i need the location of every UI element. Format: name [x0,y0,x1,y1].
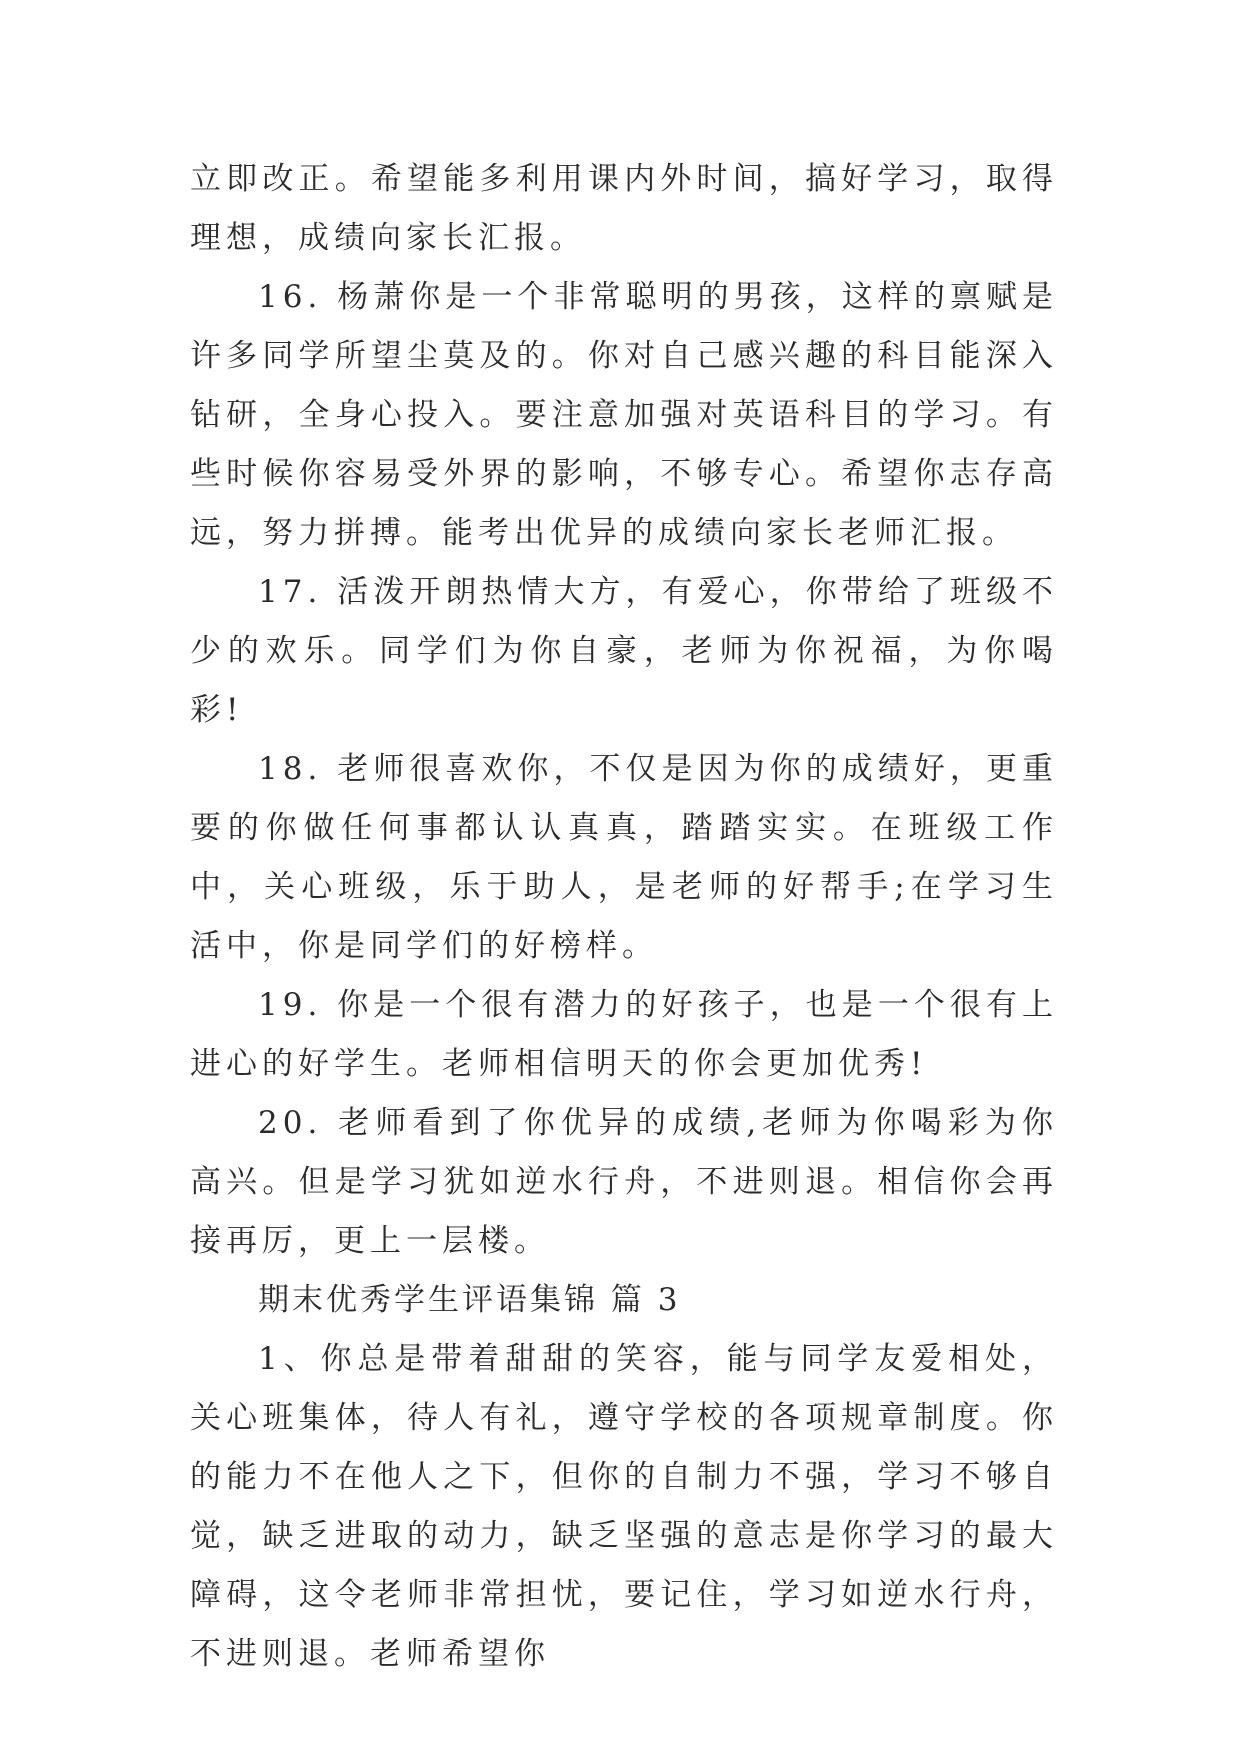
paragraph-item-16: 16. 杨萧你是一个非常聪明的男孩，这样的禀赋是许多同学所望尘莫及的。你对自己感兴趣的科目能深入钻研，全身心投入。要注意加强对英语科目的学习。有些时候你容易受外界的影响，不够专心。希望你志存高远，努力拼搏。能考出优异的成绩向家长老师汇报。 [190,279,1058,551]
paragraph-item-19: 19. 你是一个很有潜力的好孩子，也是一个很有上进心的好学生。老师相信明天的你会更加优秀! [190,987,1058,1082]
paragraph-continuation: 立即改正。希望能多利用课内外时间，搞好学习，取得理想，成绩向家长汇报。 [190,161,1058,256]
document-body [190,150,1058,1684]
paragraph-item-20: 20. 老师看到了你优异的成绩,老师为你喝彩为你高兴。但是学习犹如逆水行舟，不进则退。相信你会再接再厉，更上一层楼。 [190,1105,1058,1259]
paragraph-item-17: 17. 活泼开朗热情大方，有爱心，你带给了班级不少的欢乐。同学们为你自豪，老师为你祝福，为你喝彩! [190,574,1058,728]
paragraph-item-1: 1、你总是带着甜甜的笑容，能与同学友爱相处，关心班集体，待人有礼，遵守学校的各项规章制度。你的能力不在他人之下，但你的自制力不强，学习不够自觉，缺乏进取的动力，缺乏坚强的意志是你学习的最大障碍，这令老师非常担忧，要记住，学习如逆水行舟，不进则退。老师希望你 [190,1341,1058,1672]
section-heading: 期末优秀学生评语集锦 篇 3 [258,1282,681,1318]
paragraph-item-18: 18. 老师很喜欢你，不仅是因为你的成绩好，更重要的你做任何事都认认真真，踏踏实实。在班级工作中，关心班级，乐于助人，是老师的好帮手;在学习生活中，你是同学们的好榜样。 [190,751,1058,964]
